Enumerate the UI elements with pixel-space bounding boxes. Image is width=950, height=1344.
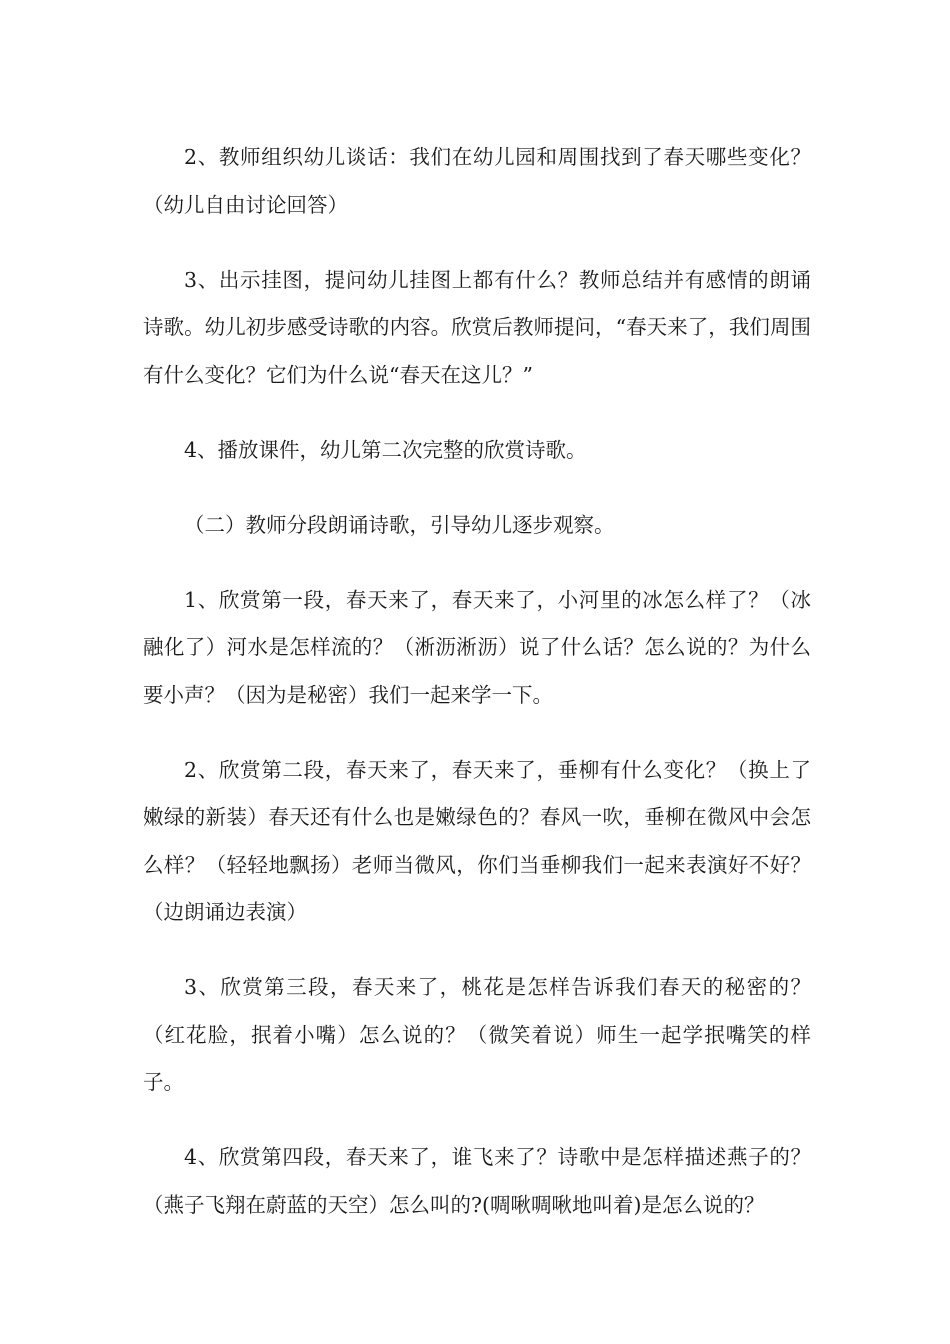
- section-heading-2: （二）教师分段朗诵诗歌，引导幼儿逐步观察。: [184, 512, 615, 537]
- document-body: [143, 134, 811, 1257]
- paragraph-stanza-1: 1、欣赏第一段，春天来了，春天来了，小河里的冰怎么样了？（冰融化了）河水是怎样流的？（淅沥淅沥）说了什么话？怎么说的？为什么要小声？（因为是秘密）我们一起来学一下。: [143, 587, 811, 707]
- paragraph-step-3: 3、出示挂图，提问幼儿挂图上都有什么？教师总结并有感情的朗诵诗歌。幼儿初步感受诗歌的内容。欣赏后教师提问，“春天来了，我们周围有什么变化？它们为什么说“春天在这儿？”: [143, 267, 811, 387]
- paragraph-stanza-2: 2、欣赏第二段，春天来了，春天来了，垂柳有什么变化？（换上了嫩绿的新装）春天还有什么也是嫩绿色的？春风一吹，垂柳在微风中会怎么样？（轻轻地飘扬）老师当微风，你们当垂柳我们一起来表演好不好？（边朗诵边表演）: [143, 757, 811, 924]
- paragraph-stanza-3: 3、欣赏第三段，春天来了，桃花是怎样告诉我们春天的秘密的？（红花脸，抿着小嘴）怎么说的？（微笑着说）师生一起学抿嘴笑的样子。: [143, 975, 811, 1094]
- paragraph-step-4: 4、播放课件，幼儿第二次完整的欣赏诗歌。: [184, 437, 587, 462]
- paragraph-stanza-4: 4、欣赏第四段，春天来了，谁飞来了？诗歌中是怎样描述燕子的？（燕子飞翔在蔚蓝的天空）怎么叫的?(啁啾啁啾地叫着)是怎么说的？: [143, 1145, 811, 1217]
- paragraph-step-2: 2、教师组织幼儿谈话：我们在幼儿园和周围找到了春天哪些变化？（幼儿自由讨论回答）: [143, 145, 811, 217]
